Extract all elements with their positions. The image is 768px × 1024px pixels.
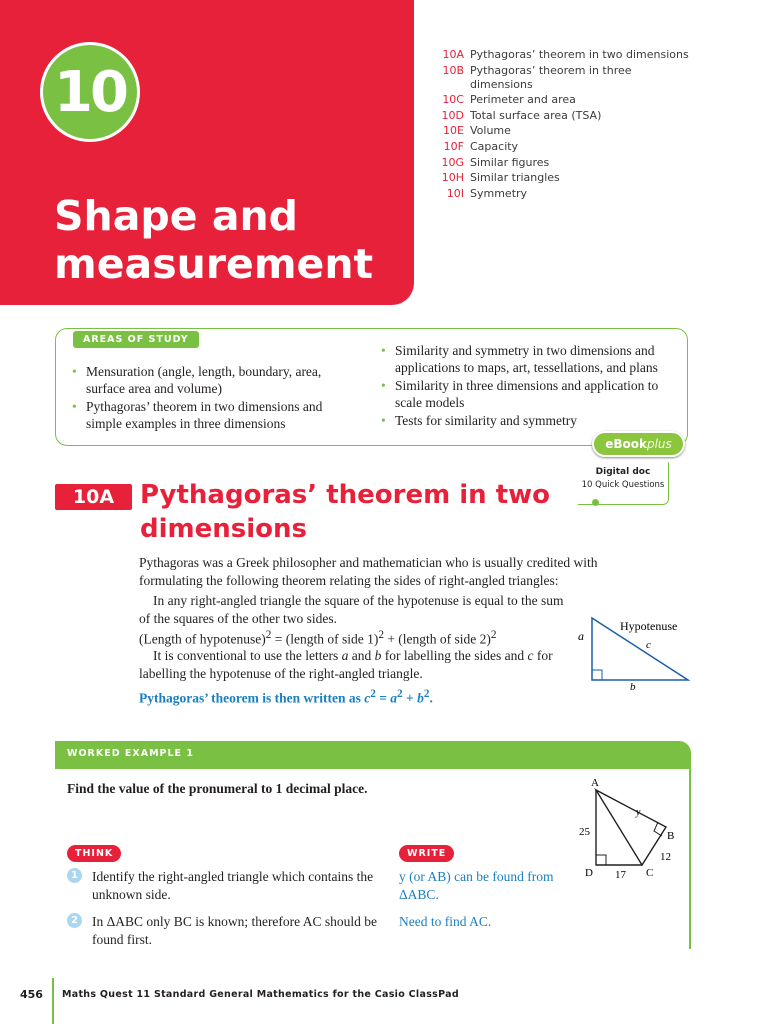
vertex-a: A <box>591 777 599 789</box>
areas-of-study-label: AREAS OF STUDY <box>73 331 199 348</box>
page-number: 456 <box>20 988 43 1001</box>
right-angle-mark <box>596 855 606 865</box>
section-code-badge: 10A <box>55 484 132 510</box>
toc-item[interactable]: 10B Pythagoras’ theorem in three dimensions <box>442 63 632 91</box>
side-b-label: b <box>630 681 636 693</box>
right-triangle-diagram <box>570 610 700 710</box>
chapter-contents <box>430 48 730 202</box>
areas-of-study-left <box>72 364 352 434</box>
right-angle-mark <box>592 670 602 680</box>
footer-divider <box>52 978 54 1024</box>
digital-doc-title: Digital doc <box>595 467 651 477</box>
toc-item[interactable]: 10G Similar figures <box>441 155 550 169</box>
chapter-number-badge <box>40 42 140 142</box>
toc-item[interactable]: 10E Volume <box>443 124 511 138</box>
side-ad-label: 25 <box>579 826 590 838</box>
digital-doc-box <box>578 462 669 505</box>
think-step: Identify the right-angled triangle which contains the unknown side. <box>92 869 374 902</box>
step-number: 1 <box>67 868 82 883</box>
side-y-label: y <box>636 807 641 818</box>
hypotenuse-label: Hypotenuse <box>620 619 678 633</box>
formula-words: (Length of hypotenuse)$^2$ = (length of side 1)$^2$ + (length of side 2)$^2$ <box>139 629 497 647</box>
intro-paragraph: Pythagoras was a Greek philosopher and mathematician who is usually credited with formulating the following theorem relating the sides of right-angled triangles: <box>139 555 598 588</box>
toc-item[interactable]: 10A Pythagoras’ theorem in two dimensions <box>442 48 689 61</box>
areas-of-study-right <box>381 343 681 432</box>
section-title: Pythagoras’ theorem in two dimensions <box>140 480 551 544</box>
worked-example-label: WORKED EXAMPLE 1 <box>67 748 194 759</box>
vertex-c: C <box>646 867 654 879</box>
toc-item[interactable]: 10C Perimeter and area <box>442 93 576 107</box>
list-item: • Similarity in three dimensions and application to scale models <box>381 378 659 410</box>
write-step: Need to find AC. <box>399 914 492 929</box>
chapter-title: Shape and measurement <box>54 192 374 288</box>
toc-item[interactable]: 10D Total surface area (TSA) <box>441 108 602 122</box>
list-item: • Tests for similarity and symmetry <box>381 413 578 428</box>
convention-text: It is conventional to use the letters a and b for labelling the sides and c for labelling the hypotenuse of the right-angled triangle. <box>139 648 553 681</box>
side-bc-label: 12 <box>660 851 671 863</box>
toc-item[interactable]: 10H Similar triangles <box>441 171 560 185</box>
chapter-number: 10 <box>54 59 126 125</box>
worked-example-question: Find the value of the pronumeral to 1 decimal place. <box>67 781 368 796</box>
book-title: Maths Quest 11 Standard General Mathematics for the Casio ClassPad <box>62 989 459 1000</box>
theorem-text: In any right-angled triangle the square of the hypotenuse is equal to the sum of the squares of the other two sides. <box>139 593 564 626</box>
step-number: 2 <box>67 913 82 928</box>
worked-example-diagram <box>576 775 686 885</box>
quick-questions-link[interactable]: 10 Quick Questions <box>581 480 665 490</box>
link-dot-icon <box>592 499 599 506</box>
think-label: THINK <box>67 845 121 862</box>
vertex-d: D <box>585 867 593 879</box>
write-label: WRITE <box>399 845 454 862</box>
list-item: • Mensuration (angle, length, boundary, area, surface area and volume) <box>72 364 322 396</box>
ebook-plus-button[interactable]: eBook plus <box>592 431 685 457</box>
theorem-statement: Pythagoras’ theorem is then written as $c^2 = a^2 + b^2$. <box>139 688 433 706</box>
toc-item[interactable]: 10I Symmetry <box>446 186 528 200</box>
list-item: • Pythagoras’ theorem in two dimensions and simple examples in three dimensions <box>72 399 323 431</box>
toc-item[interactable]: 10F Capacity <box>443 139 519 153</box>
side-dc-label: 17 <box>615 869 626 881</box>
side-c-label: c <box>646 639 651 651</box>
list-item: • Similarity and symmetry in two dimensions and applications to maps, art, tessellations, and plans <box>381 343 658 375</box>
write-step: y (or AB) can be found from ΔABC. <box>399 869 554 902</box>
side-a-label: a <box>578 629 584 643</box>
think-step: In ΔABC only BC is known; therefore AC should be found first. <box>92 914 378 947</box>
vertex-b: B <box>667 830 675 842</box>
worked-example-border <box>689 769 691 949</box>
